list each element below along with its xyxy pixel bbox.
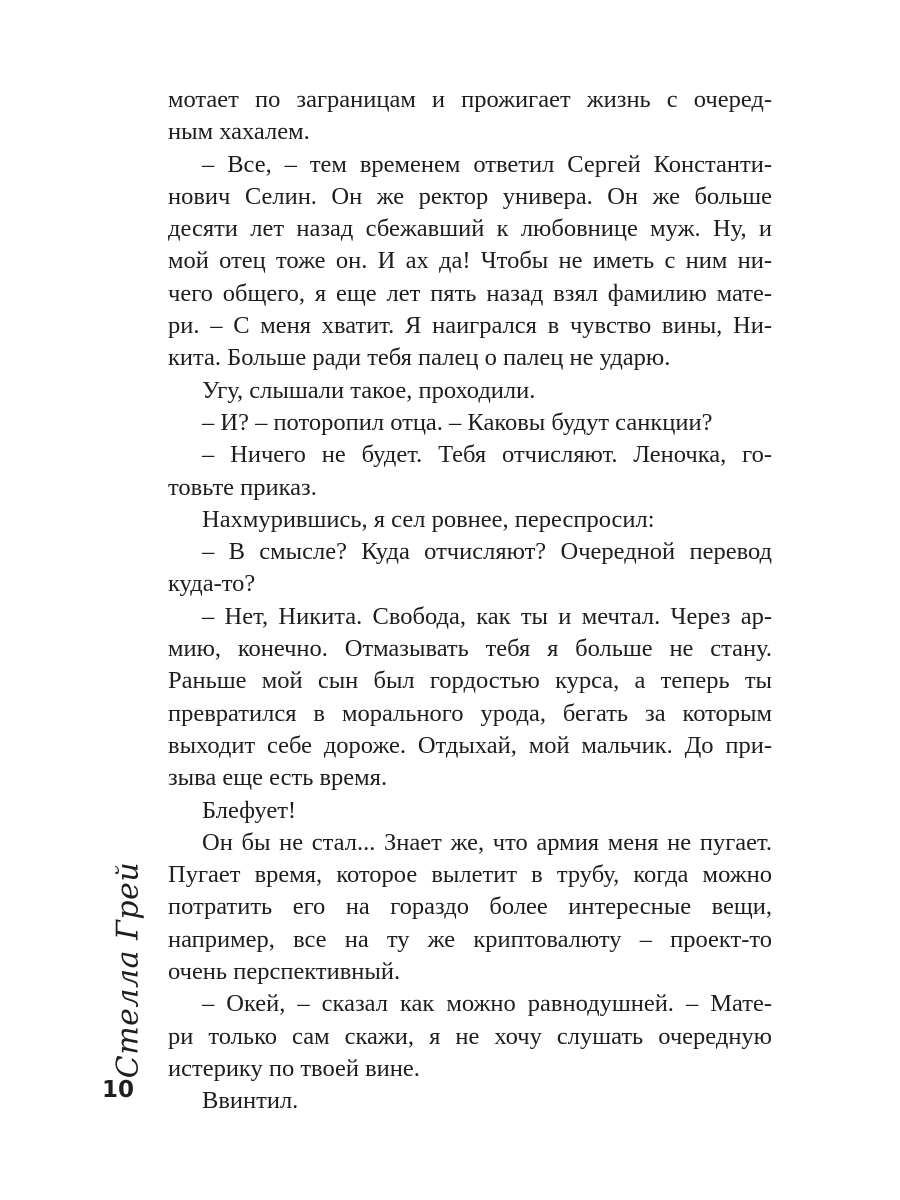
text-line: Ввинтил. bbox=[202, 1087, 299, 1115]
text-line: очень перспективный. bbox=[168, 958, 401, 986]
text-line: мой отец тоже он. И ах да! Чтобы не иметь с ним ни- bbox=[168, 247, 772, 275]
text-line: – Нет, Никита. Свобода, как ты и мечтал. Через ар- bbox=[202, 602, 772, 630]
text-line: – Ничего не будет. Тебя отчисляют. Леночка, го- bbox=[202, 441, 772, 469]
running-author-name: Стелла Грей bbox=[110, 861, 146, 1079]
text-line: выходит себе дороже. Отдыхай, мой мальчик. До при- bbox=[168, 731, 772, 759]
text-line: ным хахалем. bbox=[168, 118, 310, 146]
text-line: истерику по твоей вине. bbox=[168, 1054, 420, 1082]
text-line: например, все на ту же криптовалюту – проект-то bbox=[168, 925, 772, 953]
text-line: Угу, слышали такое, проходили. bbox=[202, 376, 536, 404]
text-line: мотает по заграницам и прожигает жизнь с очеред- bbox=[168, 86, 772, 113]
text-line: Он бы не стал... Знает же, что армия меня не пугает. bbox=[202, 828, 772, 856]
text-line: превратился в морального урода, бегать за которым bbox=[168, 699, 772, 727]
text-line: – Окей, – сказал как можно равнодушней. – Мате- bbox=[202, 990, 772, 1018]
body-text bbox=[168, 84, 772, 1118]
text-line: Пугает время, которое вылетит в трубу, когда можно bbox=[168, 861, 772, 889]
text-line: – Все, – тем временем ответил Сергей Константи- bbox=[202, 150, 772, 178]
text-line: Нахмурившись, я сел ровнее, переспросил: bbox=[202, 505, 655, 533]
text-line: – И? – поторопил отца. – Каковы будут санкции? bbox=[202, 408, 713, 436]
text-line: Раньше мой сын был гордостью курса, а теперь ты bbox=[168, 667, 772, 695]
text-line: зыва еще есть время. bbox=[168, 764, 388, 792]
text-line: десяти лет назад сбежавший к любовнице муж. Ну, и bbox=[168, 215, 772, 243]
text-line: нович Селин. Он же ректор универа. Он же больше bbox=[168, 182, 772, 210]
text-line: чего общего, я еще лет пять назад взял фамилию мате- bbox=[168, 279, 772, 307]
text-line: – В смысле? Куда отчисляют? Очередной перевод bbox=[202, 538, 772, 566]
text-line: Блефует! bbox=[202, 796, 297, 824]
text-line: товьте приказ. bbox=[168, 473, 317, 501]
text-line: куда-то? bbox=[168, 570, 256, 598]
text-line: потратить его на гораздо более интересные вещи, bbox=[168, 893, 772, 921]
page-number: 10 bbox=[102, 1077, 135, 1103]
text-line: ри. – С меня хватит. Я наигрался в чувство вины, Ни- bbox=[168, 312, 772, 340]
text-line: ри только сам скажи, я не хочу слушать очередную bbox=[168, 1022, 772, 1050]
text-line: кита. Больше ради тебя палец о палец не ударю. bbox=[168, 344, 671, 372]
text-line: мию, конечно. Отмазывать тебя я больше не стану. bbox=[168, 635, 772, 663]
